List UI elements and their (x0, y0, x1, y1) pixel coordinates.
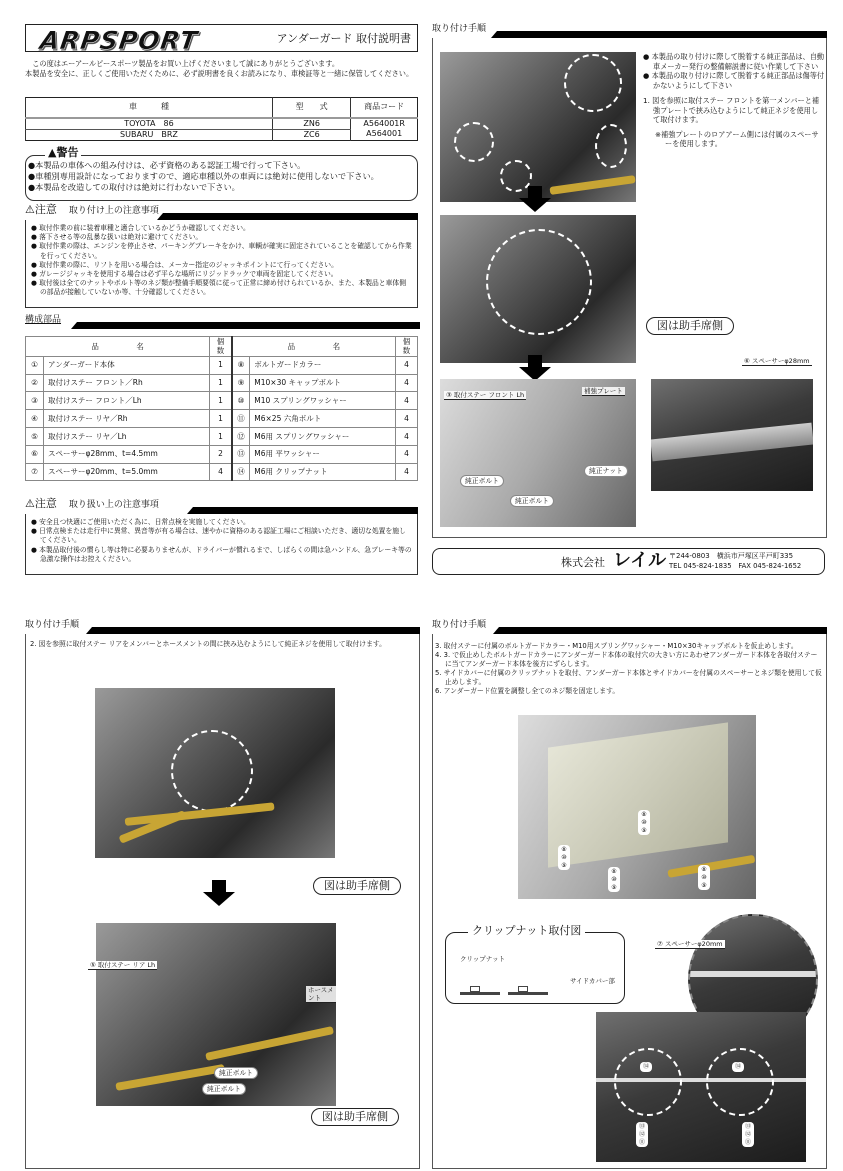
parts-table-header (26, 337, 418, 357)
callout-oem-bolt: 純正ボルト (214, 1067, 258, 1079)
part-name: 取付けステー フロント／Rh (44, 374, 210, 392)
passenger-side-label: 図は助手席側 (313, 877, 401, 895)
part-name: スペーサーφ20mm、t=5.0mm (44, 463, 210, 481)
part-name: M6×25 六角ボルト (250, 410, 396, 428)
part-name: スペーサーφ28mm、t=4.5mm (44, 445, 210, 463)
photo-rear-overview (95, 688, 335, 858)
table-row (26, 118, 418, 130)
model-cell: ZN6 (272, 118, 350, 130)
procedure2-title: 取り付け手順 (25, 620, 85, 631)
part-qty: 1 (210, 392, 232, 410)
caution-handling-title (25, 497, 165, 511)
caution-item: ● 取付作業の前に装着車種と適合しているかどうか確認してください。 (31, 224, 412, 233)
part-qty: 1 (210, 374, 232, 392)
part-qty: 4 (396, 410, 418, 428)
clip-nut-icon (518, 986, 528, 992)
header-qty: 個 数 (396, 337, 418, 357)
parts-header (25, 315, 420, 329)
table-row (26, 410, 418, 428)
highlight-circle (171, 730, 253, 812)
photo-spacer (651, 379, 813, 491)
part-no: ② (26, 374, 44, 392)
company-box (432, 548, 825, 575)
part-name: 取付けステー リヤ／Rh (44, 410, 210, 428)
clip-diagram-title: クリップナット取付図 (468, 924, 585, 938)
clip-plate-icon (460, 992, 500, 995)
company-address: 〒244-0803 横浜市戸塚区平戸町335 (669, 552, 794, 560)
warning-list (28, 160, 379, 192)
callout-oem-bolt: 純正ボルト (202, 1083, 246, 1095)
table-row (26, 392, 418, 410)
part-qty: 4 (396, 356, 418, 374)
bolt-stack-marker: ⑧ ⑩ ⑨ (608, 867, 620, 892)
bolt-stack-marker: ⑧ ⑩ ⑨ (638, 810, 650, 835)
brand-logo: ARPSPORT (37, 26, 200, 55)
clip-nut-marker: ⑭ (640, 1062, 652, 1072)
callout-stay-front-lh: ③ 取付ステー フロント Lh (446, 391, 525, 399)
clip-nut-marker: ⑭ (732, 1062, 744, 1072)
step-1: 1. 図を参照に取付ステー フロントを第一メンバーと補強プレートで挟み込むようにして純正ネジを使用して取付けます。 (643, 96, 820, 124)
company-prefix: 株式会社 (561, 556, 605, 569)
part-no: ⑦ (26, 463, 44, 481)
part-qty: 4 (210, 463, 232, 481)
part-qty: 4 (396, 374, 418, 392)
step-1-note: ※補強プレートのロアアーム側には付属のスペーサーを使用します。 (655, 129, 819, 148)
clip-nut-diagram (445, 924, 625, 1004)
brace-bar (651, 423, 813, 462)
part-name: M10×30 キャップボルト (250, 374, 396, 392)
bolt-stack-marker: ⑧ ⑩ ⑨ (558, 845, 570, 870)
part-no: ⑨ (232, 374, 250, 392)
part-name: M6用 スプリングワッシャー (250, 427, 396, 445)
side-cover-edge (690, 971, 818, 977)
passenger-side-label: 図は助手席側 (311, 1108, 399, 1126)
part-qty: 1 (210, 427, 232, 445)
table-row (26, 463, 418, 481)
header-vehicle: 車 種 (26, 98, 273, 118)
steps-3-6 (435, 642, 823, 696)
section-bar (163, 213, 418, 220)
photo-front-stay (440, 379, 636, 527)
part-name: 取付けステー フロント／Lh (44, 392, 210, 410)
part-name: M6用 平ワッシャー (250, 445, 396, 463)
photo-front-closeup (440, 215, 636, 363)
table-row (26, 129, 418, 140)
part-no: ⑪ (232, 410, 250, 428)
part-no: ⑩ (232, 392, 250, 410)
highlight-circle (486, 229, 592, 335)
procedure3-title: 取り付け手順 (432, 620, 492, 631)
note-item: ● 本製品の取り付けに際して脱着する純正部品は、自動車メーカー発行の整備解説書に従い作業して下さい (643, 52, 825, 71)
step-2: 2. 図を参照に取付ステー リアをメンバーとホースメントの間に挟み込むようにして純正ネジを使用して取付けます。 (30, 640, 386, 648)
header-name: 品 名 (26, 337, 210, 357)
caution-item: ● 本製品取付後の慣らし等は特に必要ありませんが、ドライバーが慣れるまで、しばらくの間は急ハンドル、急ブレーキ等の急激な操作はお控えください。 (31, 546, 412, 564)
header-name: 品 名 (232, 337, 396, 357)
callout-reinforce-plate: 補強プレート (584, 387, 623, 395)
warning-triangle-icon: ⚠ (25, 203, 35, 216)
part-no: ⑫ (232, 427, 250, 445)
part-qty: 4 (396, 445, 418, 463)
caution-label: 注意 (34, 497, 57, 510)
part-qty: 1 (210, 410, 232, 428)
clip-plate-icon (508, 992, 548, 995)
gold-brace (205, 1026, 334, 1061)
caution-subtitle: 取り付け上の注意事項 (68, 206, 159, 216)
part-qty: 4 (396, 427, 418, 445)
table-row (26, 356, 418, 374)
procedure1-title: 取り付け手順 (432, 24, 492, 35)
callout-spacer-28: ⑥ スペーサーφ28mm (744, 357, 810, 365)
table-row (26, 427, 418, 445)
clip-nut-label: クリップナット (460, 955, 506, 963)
caution-install-list (25, 220, 418, 308)
highlight-circle (564, 54, 622, 112)
model-cell: ZC6 (272, 129, 350, 140)
part-name: M10 スプリングワッシャー (250, 392, 396, 410)
table-row (26, 445, 418, 463)
callout-oem-bolt: 純正ボルト (510, 495, 554, 507)
caution-item: ● 落下させる等の乱暴な扱いは絶対に避けてください。 (31, 233, 412, 242)
part-name: M6用 クリップナット (250, 463, 396, 481)
parts-table (25, 336, 418, 481)
company-name: レイル (613, 550, 667, 571)
underguard-plate (548, 722, 728, 867)
step-2-text (30, 640, 415, 649)
clip-nut-icon (470, 986, 480, 992)
caution-label: 注意 (34, 203, 57, 216)
caution-item: ● ガレージジャッキを使用する場合は必ず平らな場所にリジッドラックで車両を固定してください。 (31, 270, 412, 279)
callout-stay-rear-lh: ⑤ 取付ステー リア Lh (90, 961, 156, 969)
gold-brace (667, 855, 755, 878)
caution-item: ● 取付後は全てのナットやボルト等のネジ類が整備手順要領に従って正常に締め付けられているか、また、本製品と車体側の部品が接触していないか等、十分確認してください。 (31, 279, 412, 297)
title-header (25, 24, 418, 55)
caution-handling-header (25, 497, 418, 514)
m6-stack-marker: ⑬ ⑫ ⑪ (636, 1122, 648, 1147)
warning-triangle-icon: ⚠ (25, 497, 35, 510)
part-no: ③ (26, 392, 44, 410)
part-qty: 2 (210, 445, 232, 463)
photo-clip-nut-install (596, 1012, 806, 1162)
section-bar (92, 627, 420, 634)
section-bar (497, 31, 827, 38)
vehicle-cell: TOYOTA 86 (26, 118, 273, 130)
callout-spacer-20: ⑦ スペーサーφ20mm (657, 940, 723, 948)
photo-underguard-installed (518, 715, 756, 899)
intro-line-1: この度はエーアールピースポーツ製品をお買い上げくださいまして誠にありがとうございます。 (32, 59, 340, 68)
header-code: 商品コード (351, 98, 418, 118)
code-cell: A564001R (351, 118, 418, 130)
header-qty: 個 数 (210, 337, 232, 357)
code-cell: A564001 (351, 129, 418, 140)
highlight-circle (595, 124, 627, 168)
procedure2-header (25, 620, 420, 634)
photo-front-overview (440, 52, 636, 202)
company-contact: TEL 045-824-1835 FAX 045-824-1652 (669, 562, 802, 570)
callout-hosement: ホースメント (306, 986, 336, 1003)
part-no: ⑬ (232, 445, 250, 463)
caution-install-title (25, 203, 165, 217)
part-qty: 4 (396, 392, 418, 410)
warning-item: ●本製品を改造しての取付けは絶対に行わないで下さい。 (28, 181, 240, 192)
note-item: ● 本製品の取り付けに際して脱着する純正部品は傷等付かないようにして下さい (643, 71, 825, 90)
photo-rear-stay (96, 923, 336, 1106)
procedure1-header (432, 24, 827, 38)
m6-stack-marker: ⑬ ⑫ ⑪ (742, 1122, 754, 1147)
callout-oem-bolt: 純正ボルト (460, 475, 504, 487)
section-bar (77, 322, 420, 329)
passenger-side-label: 図は助手席側 (646, 317, 734, 335)
highlight-circle (706, 1048, 774, 1116)
part-no: ⑥ (26, 445, 44, 463)
part-no: ① (26, 356, 44, 374)
caution-item: ● 日常点検または走行中に異常、異音等が有る場合は、速やかに資格のある認証工場にご相談いただき、適切な処置を施してください。 (31, 527, 412, 545)
part-name: 取付けステー リヤ／Lh (44, 427, 210, 445)
part-name: ボルトガードカラー (250, 356, 396, 374)
caution-subtitle: 取り扱い上の注意事項 (68, 500, 159, 510)
caution-install-section (25, 203, 418, 308)
part-no: ④ (26, 410, 44, 428)
highlight-circle (614, 1048, 682, 1116)
part-name: アンダーガード本体 (44, 356, 210, 374)
part-no: ⑭ (232, 463, 250, 481)
section-bar (193, 507, 418, 514)
part-no: ⑤ (26, 427, 44, 445)
vehicle-table (25, 97, 418, 141)
vehicle-table-header (26, 98, 418, 118)
table-row (26, 374, 418, 392)
step-6: 6. アンダーガード位置を調整し全てのネジ類を固定します。 (435, 687, 620, 696)
parts-title: 構成部品 (25, 315, 67, 326)
header-model: 型 式 (272, 98, 350, 118)
part-qty: 1 (210, 356, 232, 374)
step-4: 4. 3. で仮止めしたボルトガードカラーにアンダーガード本体の取付穴の大きい方にあわせアンダーガード本体を各取付ステーに当てアンダーガード本体を後方にずらします。 (435, 651, 818, 669)
callout-oem-nut: 純正ナット (584, 465, 628, 477)
intro-text (25, 59, 420, 78)
section-bar (499, 627, 827, 634)
step-3: 3. 取付ステーに付属のボルトガードカラー・M10用スプリングワッシャー・M10×30キャップボルトを仮止めします。 (435, 642, 798, 650)
caution-install-header (25, 203, 418, 220)
procedure3-header (432, 620, 827, 634)
caution-item: ● 安全且つ快適にご使用いただく為に、日常点検を実施してください。 (31, 518, 412, 527)
procedure1-notes (643, 52, 825, 149)
warning-item: ●本製品の車体への組み付けは、必ず資格のある認証工場で行って下さい。 (28, 160, 306, 170)
bolt-stack-marker: ⑧ ⑩ ⑨ (698, 865, 710, 890)
part-no: ⑧ (232, 356, 250, 374)
highlight-circle (454, 122, 494, 162)
step-5: 5. サイドカバーに付属のクリップナットを取付、アンダーガード本体とサイドカバーを付属のスペーサーとネジ類を使用して仮止めします。 (435, 669, 822, 687)
vehicle-cell: SUBARU BRZ (26, 129, 273, 140)
caution-item: ● 取付作業の際に、リフトを用いる場合は、メーカー指定のジャッキポイントにて行ってください。 (31, 261, 412, 270)
warning-item: ●車種別専用設計になっておりますので、適応車種以外の車両には絶対に使用しないで下さい。 (28, 170, 379, 181)
side-cover-label: サイドカバー部 (570, 977, 615, 985)
caution-item: ● 取付作業の際は、エンジンを停止させ、パーキングブレーキをかけ、車輌が確実に固定されていることを確認してから作業を行ってください。 (31, 242, 412, 260)
gold-brace (549, 175, 635, 195)
warning-title: ▲警告 (45, 146, 81, 160)
caution-handling-section (25, 497, 418, 575)
intro-line-2: 本製品を安全に、正しくご使用いただくために、必ず説明書を良くお読みになり、車検証等と一緒に保管してください。 (25, 68, 414, 78)
caution-handling-list (25, 514, 418, 575)
part-qty: 4 (396, 463, 418, 481)
document-title: アンダーガード 取付説明書 (276, 32, 411, 45)
